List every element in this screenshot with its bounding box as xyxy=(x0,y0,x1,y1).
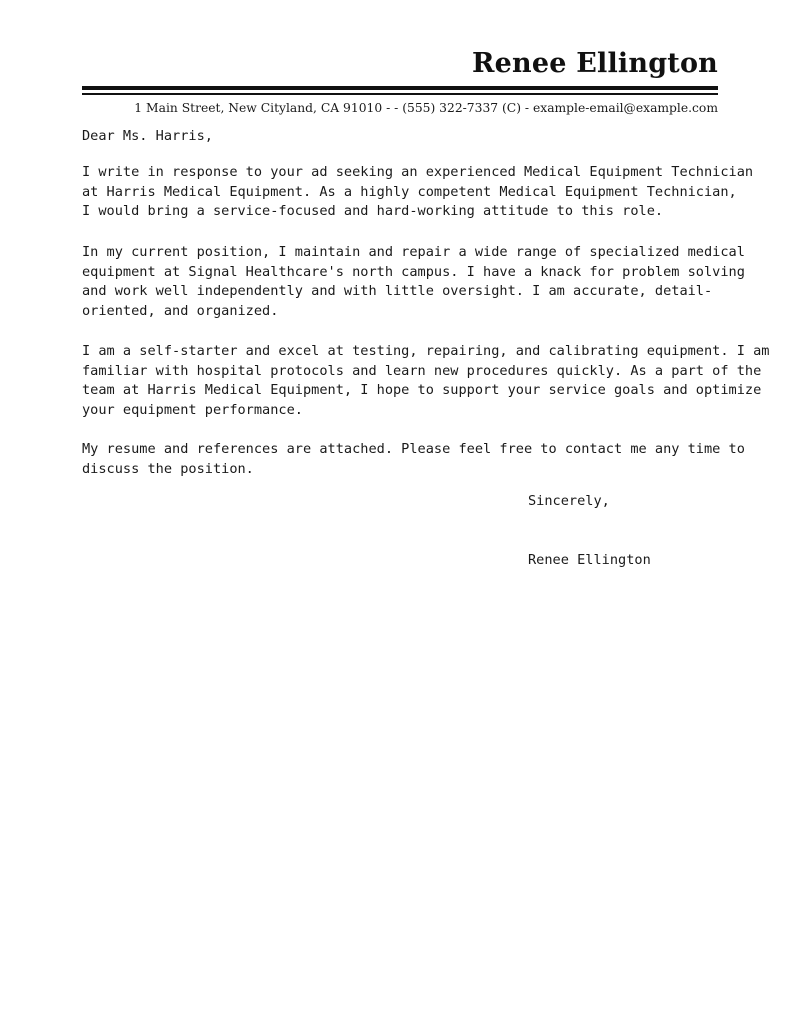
paragraph-skills: I am a self-starter and excel at testing, repairing, and calibrating equipment. I am familiar with hospital protocols and learn new procedures quickly. As a part of the team at Harris Medical Equipment, I hope to support your service goals and optimize your equipment performance. xyxy=(82,343,770,418)
paragraph-intro: I write in response to your ad seeking an experienced Medical Equipment Technician at Harris Medical Equipment. As a highly competent Medical Equipment Technician, I would bring a service-focused and hard-working attitude to this role. xyxy=(82,164,754,219)
paragraph-closing: My resume and references are attached. Please feel free to contact me any time to discuss the position. xyxy=(82,441,745,477)
signature-name: Renee Ellington xyxy=(528,552,651,568)
header-rule-thick xyxy=(82,86,718,90)
contact-line: 1 Main Street, New Cityland, CA 91010 - - (555) 322-7337 (C) - example-email@example.com xyxy=(134,101,718,115)
closing: Sincerely, xyxy=(528,493,610,509)
paragraph-current-position: In my current position, I maintain and repair a wide range of specialized medical equipment at Signal Healthcare's north campus. I have a knack for problem solving and work well independently and with little oversight. I am accurate, detail- oriented, and organized. xyxy=(82,244,745,319)
salutation: Dear Ms. Harris, xyxy=(82,128,213,144)
header-rule-thin xyxy=(82,93,718,95)
sender-name: Renee Ellington xyxy=(472,48,718,79)
